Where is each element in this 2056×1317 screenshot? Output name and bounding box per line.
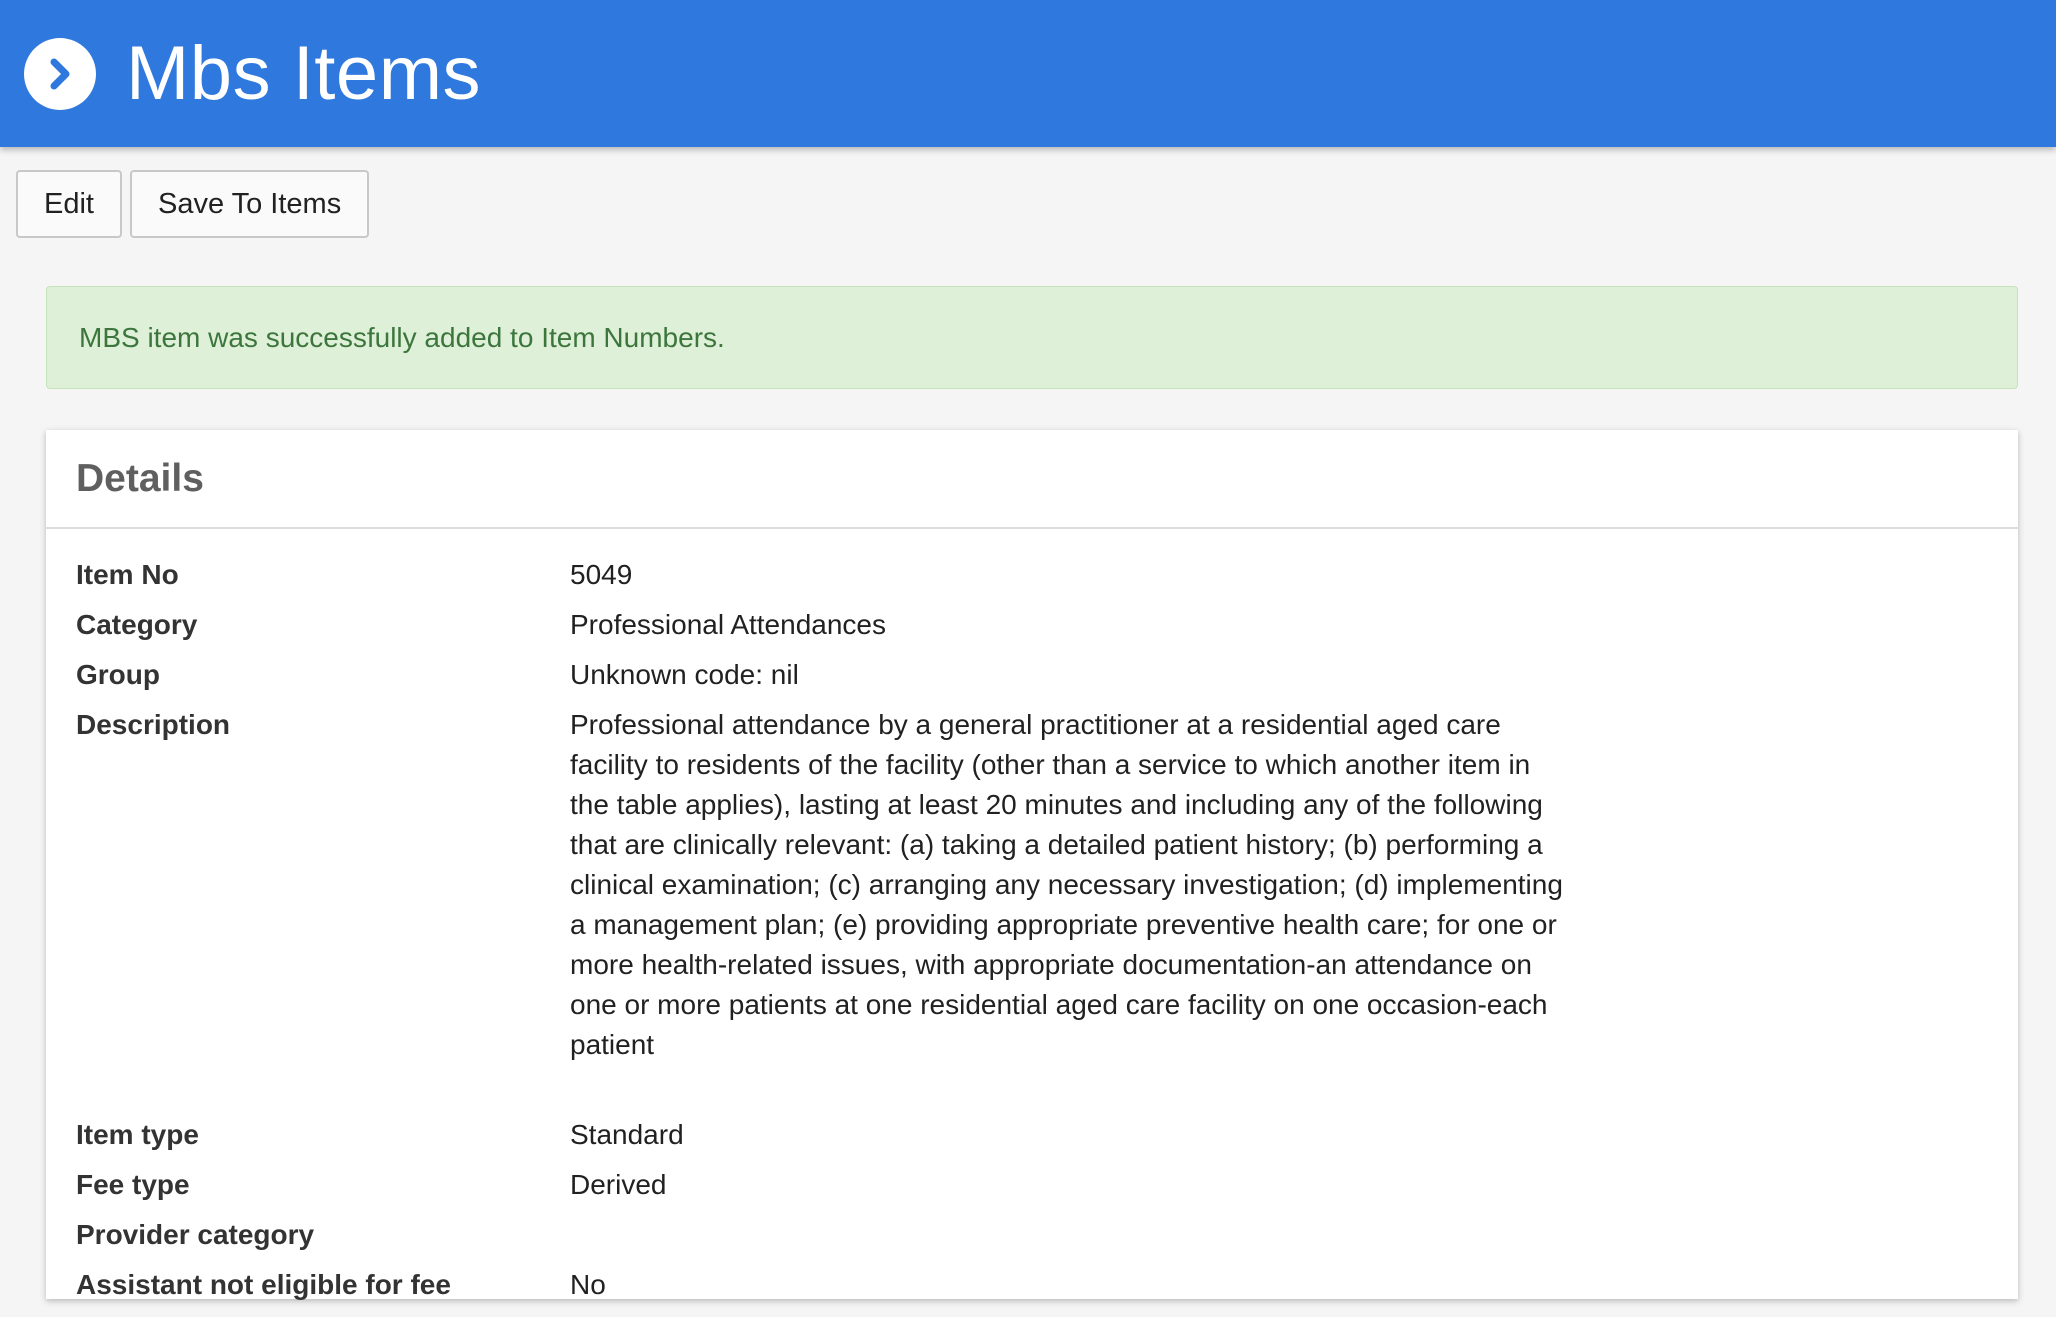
details-list [46,529,2018,1315]
details-title: Details [76,456,204,500]
detail-value: No [570,1269,606,1300]
detail-label: Item type [76,1119,199,1150]
detail-value: Professional Attendances [570,609,886,640]
detail-value: Professional attendance by a general practitioner at a residential aged care facility to residents of the facility (other than a service to which another item in the table applies), lasting at least 20 minutes and including any of the following that are clinically relevant: (a) taking a detailed patient history; (b) performing a clinical examination; (c) arranging any necessary investigation; (d) implementing a management plan; (e) providing appropriate preventive health care; for one or more health-related issues, with appropriate documentation-an attendance on one or more patients at one residential aged care facility on one occasion-each patient [570,709,1563,1060]
detail-label: Provider category [76,1219,315,1250]
detail-value: Unknown code: nil [570,659,799,690]
details-card-header [46,430,2018,529]
chevron-right-circle-icon[interactable] [24,38,96,110]
detail-row-item-no [46,555,2018,605]
success-alert-message: MBS item was successfully added to Item Numbers. [79,321,725,353]
detail-row-item-type [46,1115,2018,1165]
detail-row-fee-type [46,1165,2018,1215]
detail-row-provider-category [46,1215,2018,1265]
detail-label: Group [76,659,160,690]
details-card [46,430,2018,1299]
detail-label: Description [76,709,231,740]
detail-value: Standard [570,1119,684,1150]
app-header [0,0,2056,147]
detail-value: Derived [570,1169,667,1200]
edit-button[interactable]: Edit [16,170,122,238]
detail-row-description [46,705,2018,1115]
detail-label: Item No [76,559,179,590]
detail-value: 5049 [570,559,633,590]
detail-row-group [46,655,2018,705]
detail-label: Fee type [76,1169,190,1200]
detail-label: Assistant not eligible for fee [76,1269,451,1300]
page-title: Mbs Items [126,31,481,116]
detail-label: Category [76,609,198,640]
detail-row-category [46,605,2018,655]
detail-row-assistant-not-eligible [46,1265,2018,1315]
save-to-items-button[interactable]: Save To Items [130,170,369,238]
success-alert [46,286,2018,389]
toolbar [16,170,369,238]
